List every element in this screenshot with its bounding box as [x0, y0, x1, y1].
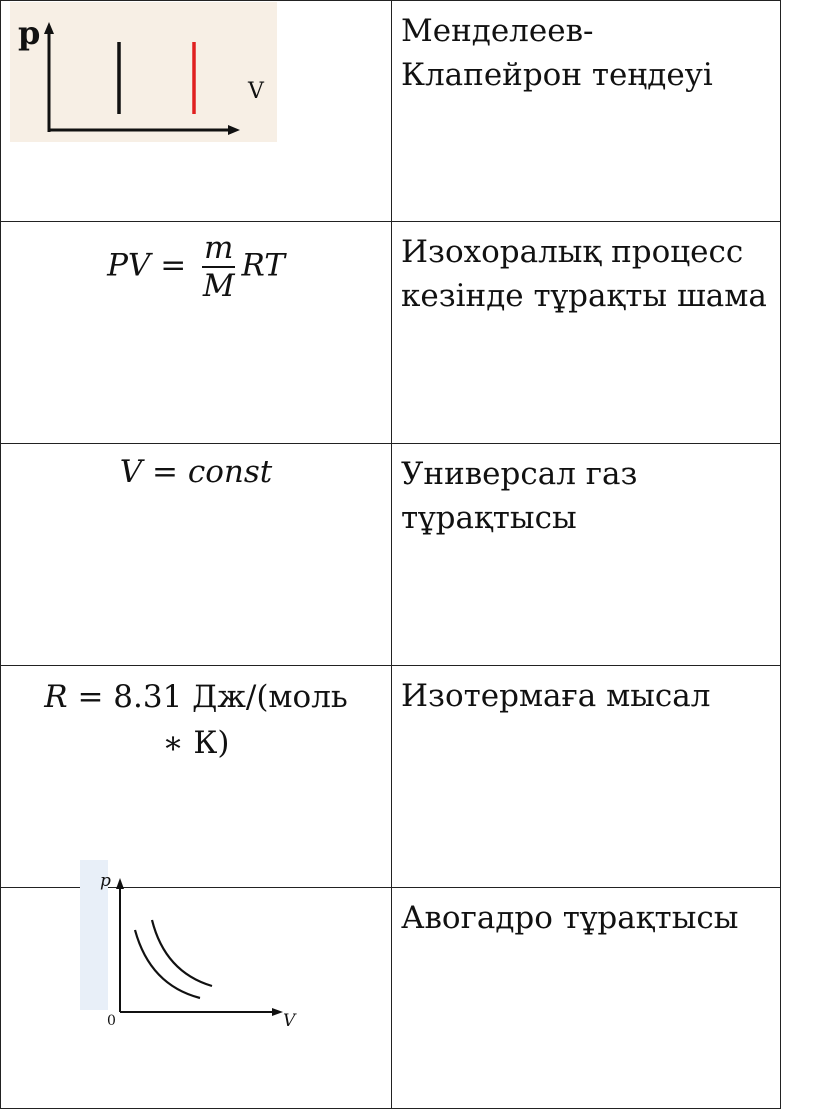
- cell-term: Изотермаға мысал: [392, 666, 781, 888]
- isochore-graph: [10, 2, 277, 142]
- fraction-numerator: m: [204, 230, 234, 266]
- x-axis-arrow-icon: [272, 1008, 283, 1016]
- y-axis-arrow-icon: [44, 22, 54, 34]
- formula-gas-constant: [1, 674, 391, 766]
- formula-lhs: V: [119, 454, 143, 490]
- p-axis-label: p: [100, 871, 111, 891]
- formula-rhs: const: [187, 454, 273, 490]
- cell-term: Менделеев-Клапейрон теңдеуі: [392, 1, 781, 222]
- isotherm-graph: [80, 860, 310, 1030]
- formula-lhs: R: [44, 679, 68, 715]
- formula-mendeleev-clapeyron: [1, 230, 391, 304]
- formula-lhs: PV: [107, 247, 151, 284]
- isotherm-graph-svg: [80, 860, 310, 1030]
- formula-eq: =: [77, 679, 104, 715]
- fraction-denominator: M: [202, 268, 235, 304]
- v-axis-label: V: [283, 1011, 296, 1030]
- table-row: [1, 444, 781, 666]
- cell-formula-gas-constant: [1, 666, 392, 888]
- cell-term: Универсал газ тұрақтысы: [392, 444, 781, 666]
- formula-eq: =: [152, 454, 178, 490]
- cell-formula-mendeleev: [1, 222, 392, 444]
- formula-rhs: RT: [241, 247, 285, 284]
- fraction: [202, 230, 235, 304]
- formula-value: 8.31 Дж/(моль: [113, 679, 348, 715]
- formula-eq: =: [160, 247, 187, 284]
- table-row: [1, 666, 781, 888]
- isochore-graph-svg: [10, 2, 277, 142]
- formula-value-cont: ∗ К): [162, 725, 230, 761]
- cell-formula-isochore: [1, 444, 392, 666]
- table-row: [1, 222, 781, 444]
- p-axis-label: p: [18, 14, 41, 52]
- cell-term: Изохоралық процесс кезінде тұрақты шама: [392, 222, 781, 444]
- origin-label: 0: [107, 1013, 116, 1029]
- y-axis-arrow-icon: [116, 878, 124, 889]
- v-axis-label: V: [248, 79, 264, 104]
- isotherm-curve-lower: [135, 930, 200, 998]
- cell-term: Авогадро тұрақтысы: [392, 888, 781, 1109]
- formula-v-const: [1, 454, 391, 490]
- x-axis-arrow-icon: [228, 125, 240, 135]
